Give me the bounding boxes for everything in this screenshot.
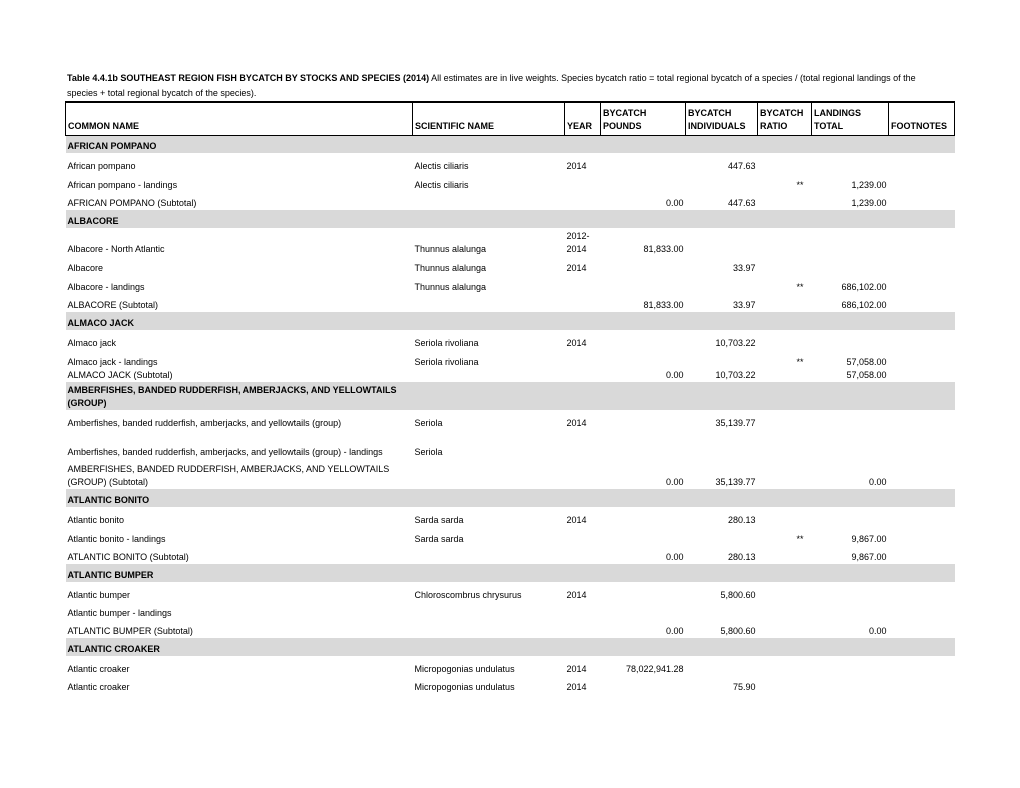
table-row [66, 350, 955, 369]
common-name-cell: ATLANTIC BONITO (Subtotal) [67, 552, 189, 562]
bycatch-pounds-cell [601, 582, 686, 602]
bycatch-individuals-cell [686, 527, 758, 546]
table-row [66, 173, 955, 192]
table-row [66, 656, 955, 676]
table-row [66, 546, 955, 564]
group-fill-cell [686, 135, 758, 153]
year-cell: 2014 [566, 682, 587, 692]
bycatch-individuals-cell: 75.90 [732, 682, 756, 692]
bycatch-ratio-cell [758, 153, 812, 173]
bycatch-ratio-cell [758, 582, 812, 602]
landings-total-cell [812, 676, 889, 694]
group-header-row [66, 210, 955, 228]
group-fill-cell [889, 135, 955, 153]
group-fill-cell [889, 489, 955, 507]
year-cell: 2014 [566, 515, 587, 525]
year-cell [565, 192, 601, 210]
group-fill-cell [565, 638, 601, 656]
group-fill-cell [758, 638, 812, 656]
group-header-row [66, 382, 955, 410]
scientific-name-cell: Sarda sarda [414, 515, 464, 525]
table-row [66, 275, 955, 294]
common-name-cell: Atlantic bumper [67, 590, 131, 600]
bycatch-ratio-cell [758, 430, 812, 459]
scientific-name-cell [413, 294, 565, 312]
group-fill-cell [413, 210, 565, 228]
footnotes-cell [889, 153, 955, 173]
year-cell: 2014 [566, 664, 587, 674]
common-name-cell: ALMACO JACK (Subtotal) [67, 370, 173, 380]
group-fill-cell [565, 312, 601, 330]
bycatch-individuals-cell: 5,800.60 [720, 626, 756, 636]
scientific-name-cell [413, 369, 565, 382]
common-name-cell: Amberfishes, banded rudderfish, amberjacks, and yellowtails (group) [67, 418, 342, 428]
bycatch-pounds-cell: 0.00 [665, 477, 684, 487]
bycatch-individuals-cell: 35,139.77 [715, 418, 756, 428]
col-header-common-name: COMMON NAME [66, 102, 413, 135]
landings-total-cell [812, 507, 889, 527]
bycatch-individuals-cell [686, 275, 758, 294]
bycatch-pounds-cell [601, 676, 686, 694]
common-name-cell: AMBERFISHES, BANDED RUDDERFISH, AMBERJACKS, AND YELLOWTAILS (GROUP) (Subtotal) [67, 464, 390, 487]
bycatch-ratio-cell [758, 192, 812, 210]
year-cell [565, 275, 601, 294]
landings-total-cell [812, 153, 889, 173]
footnotes-cell [889, 228, 955, 256]
group-fill-cell [812, 564, 889, 582]
table-row [66, 294, 955, 312]
group-fill-cell [565, 135, 601, 153]
group-fill-cell [686, 312, 758, 330]
year-cell [565, 602, 601, 620]
group-fill-cell [812, 135, 889, 153]
scientific-name-cell: Sarda sarda [414, 534, 464, 544]
bycatch-ratio-cell [758, 369, 812, 382]
group-fill-cell [758, 489, 812, 507]
group-name: ALMACO JACK [66, 312, 413, 330]
col-header-footnotes: FOOTNOTES [889, 102, 955, 135]
table-row [66, 192, 955, 210]
group-fill-cell [565, 382, 601, 410]
group-fill-cell [413, 564, 565, 582]
bycatch-individuals-cell: 10,703.22 [715, 370, 756, 380]
year-cell [565, 430, 601, 459]
bycatch-pounds-cell: 0.00 [665, 370, 684, 380]
group-fill-cell [758, 135, 812, 153]
bycatch-pounds-cell [601, 350, 686, 369]
scientific-name-cell [413, 546, 565, 564]
table-row [66, 410, 955, 430]
footnotes-cell [889, 410, 955, 430]
table-row [66, 676, 955, 694]
bycatch-individuals-cell: 35,139.77 [715, 477, 756, 487]
footnotes-cell [889, 330, 955, 350]
scientific-name-cell: Seriola rivoliana [414, 338, 479, 348]
table-row [66, 153, 955, 173]
scientific-name-cell [413, 620, 565, 638]
group-fill-cell [686, 489, 758, 507]
scientific-name-cell: Thunnus alalunga [414, 244, 487, 254]
group-fill-cell [565, 564, 601, 582]
scientific-name-cell: Micropogonias undulatus [414, 682, 515, 692]
landings-total-cell: 1,239.00 [851, 180, 887, 190]
year-cell: 2014 [566, 161, 587, 171]
common-name-cell: Atlantic croaker [67, 682, 130, 692]
scientific-name-cell: Alectis ciliaris [414, 161, 469, 171]
common-name-cell: Albacore - North Atlantic [67, 244, 165, 254]
bycatch-pounds-cell [601, 173, 686, 192]
common-name-cell: Albacore [67, 263, 104, 273]
landings-total-cell [812, 656, 889, 676]
group-name: ATLANTIC CROAKER [66, 638, 413, 656]
group-fill-cell [601, 210, 686, 228]
year-cell [565, 173, 601, 192]
group-fill-cell [601, 564, 686, 582]
bycatch-ratio-cell [758, 676, 812, 694]
table-body [66, 135, 955, 694]
bycatch-individuals-cell [686, 430, 758, 459]
landings-total-cell [812, 430, 889, 459]
common-name-cell: Atlantic bonito [67, 515, 125, 525]
bycatch-individuals-cell [686, 173, 758, 192]
group-fill-cell [413, 312, 565, 330]
bycatch-individuals-cell [686, 602, 758, 620]
group-fill-cell [889, 638, 955, 656]
group-fill-cell [413, 382, 565, 410]
group-name: ALBACORE [66, 210, 413, 228]
landings-total-cell [812, 228, 889, 256]
table-row [66, 256, 955, 275]
footnotes-cell [889, 620, 955, 638]
scientific-name-cell: Alectis ciliaris [414, 180, 469, 190]
scientific-name-cell [413, 459, 565, 489]
bycatch-ratio-cell [758, 656, 812, 676]
common-name-cell: African pompano [67, 161, 136, 171]
bycatch-pounds-cell [601, 507, 686, 527]
group-fill-cell [758, 382, 812, 410]
common-name-cell: Atlantic bonito - landings [67, 534, 166, 544]
common-name-cell: Almaco jack [67, 338, 117, 348]
bycatch-pounds-cell [601, 256, 686, 275]
landings-total-cell [812, 330, 889, 350]
table-row [66, 228, 955, 256]
col-header-bycatch-individuals: BYCATCH INDIVIDUALS [686, 102, 758, 135]
landings-total-cell: 0.00 [868, 626, 887, 636]
scientific-name-cell [413, 602, 565, 620]
landings-total-cell: 9,867.00 [851, 552, 887, 562]
bycatch-individuals-cell: 280.13 [727, 515, 756, 525]
bycatch-individuals-cell: 10,703.22 [715, 338, 756, 348]
group-fill-cell [565, 210, 601, 228]
footnotes-cell [889, 507, 955, 527]
scientific-name-cell: Micropogonias undulatus [414, 664, 515, 674]
table-row [66, 459, 955, 489]
landings-total-cell: 9,867.00 [851, 534, 887, 544]
scientific-name-cell: Seriola rivoliana [414, 357, 479, 367]
common-name-cell: Atlantic bumper - landings [67, 608, 172, 618]
bycatch-pounds-cell: 81,833.00 [643, 300, 684, 310]
group-fill-cell [601, 489, 686, 507]
bycatch-ratio-cell [758, 228, 812, 256]
table-row [66, 430, 955, 459]
bycatch-ratio-cell: ** [796, 357, 804, 367]
table-row [66, 602, 955, 620]
table-caption [67, 71, 947, 100]
group-fill-cell [686, 382, 758, 410]
group-fill-cell [413, 638, 565, 656]
footnotes-cell [889, 546, 955, 564]
bycatch-pounds-cell: 0.00 [665, 198, 684, 208]
group-fill-cell [889, 564, 955, 582]
footnotes-cell [889, 350, 955, 369]
footnotes-cell [889, 192, 955, 210]
footnotes-cell [889, 430, 955, 459]
common-name-cell: AFRICAN POMPANO (Subtotal) [67, 198, 197, 208]
bycatch-ratio-cell [758, 256, 812, 275]
group-header-row [66, 135, 955, 153]
bycatch-individuals-cell: 447.63 [727, 161, 756, 171]
landings-total-cell: 57,058.00 [846, 370, 887, 380]
footnotes-cell [889, 527, 955, 546]
col-header-scientific-name: SCIENTIFIC NAME [413, 102, 565, 135]
group-name: ATLANTIC BUMPER [66, 564, 413, 582]
bycatch-pounds-cell: 0.00 [665, 626, 684, 636]
bycatch-ratio-cell [758, 507, 812, 527]
bycatch-individuals-cell [686, 228, 758, 256]
bycatch-individuals-cell: 5,800.60 [720, 590, 756, 600]
bycatch-individuals-cell [686, 350, 758, 369]
table-row [66, 507, 955, 527]
landings-total-cell: 686,102.00 [841, 282, 887, 292]
common-name-cell: Almaco jack - landings [67, 357, 158, 367]
header-row [66, 102, 955, 135]
year-cell: 2014 [566, 418, 587, 428]
landings-total-cell [812, 256, 889, 275]
bycatch-ratio-cell [758, 602, 812, 620]
scientific-name-cell: Thunnus alalunga [414, 282, 487, 292]
group-fill-cell [889, 210, 955, 228]
group-header-row [66, 312, 955, 330]
landings-total-cell [812, 410, 889, 430]
year-cell [565, 294, 601, 312]
year-cell [565, 350, 601, 369]
landings-total-cell: 0.00 [868, 477, 887, 487]
group-name: ATLANTIC BONITO [66, 489, 413, 507]
bycatch-ratio-cell: ** [796, 534, 804, 544]
group-fill-cell [812, 489, 889, 507]
bycatch-pounds-cell [601, 602, 686, 620]
table-row [66, 330, 955, 350]
landings-total-cell: 686,102.00 [841, 300, 887, 310]
landings-total-cell [812, 602, 889, 620]
group-fill-cell [812, 382, 889, 410]
bycatch-ratio-cell [758, 330, 812, 350]
bycatch-pounds-cell [601, 410, 686, 430]
bycatch-ratio-cell [758, 546, 812, 564]
common-name-cell: Amberfishes, banded rudderfish, amberjacks, and yellowtails (group) - landings [67, 447, 383, 457]
table-row [66, 369, 955, 382]
col-header-bycatch-pounds: BYCATCH POUNDS [601, 102, 686, 135]
landings-total-cell: 1,239.00 [851, 198, 887, 208]
footnotes-cell [889, 294, 955, 312]
group-fill-cell [413, 489, 565, 507]
bycatch-pounds-cell [601, 430, 686, 459]
footnotes-cell [889, 656, 955, 676]
group-fill-cell [686, 638, 758, 656]
col-header-year: YEAR [565, 102, 601, 135]
landings-total-cell: 57,058.00 [846, 357, 887, 367]
col-header-bycatch-ratio: BYCATCH RATIO [758, 102, 812, 135]
group-fill-cell [758, 312, 812, 330]
bycatch-individuals-cell: 280.13 [727, 552, 756, 562]
footnotes-cell [889, 582, 955, 602]
common-name-cell: Albacore - landings [67, 282, 145, 292]
common-name-cell: ALBACORE (Subtotal) [67, 300, 159, 310]
year-cell [565, 527, 601, 546]
group-fill-cell [686, 210, 758, 228]
bycatch-pounds-cell: 81,833.00 [643, 244, 684, 254]
group-fill-cell [758, 210, 812, 228]
table-row [66, 620, 955, 638]
table-row [66, 527, 955, 546]
group-name: AFRICAN POMPANO [66, 135, 413, 153]
group-fill-cell [889, 382, 955, 410]
common-name-cell: Atlantic croaker [67, 664, 130, 674]
table-title: Table 4.4.1b SOUTHEAST REGION FISH BYCATCH BY STOCKS AND SPECIES (2014) [67, 73, 430, 83]
year-cell [565, 459, 601, 489]
bycatch-ratio-cell [758, 294, 812, 312]
scientific-name-cell: Thunnus alalunga [414, 263, 487, 273]
year-cell: 2012- 2014 [566, 231, 590, 254]
year-cell [565, 369, 601, 382]
group-fill-cell [601, 312, 686, 330]
bycatch-ratio-cell [758, 410, 812, 430]
group-header-row [66, 489, 955, 507]
group-fill-cell [565, 489, 601, 507]
footnotes-cell [889, 256, 955, 275]
footnotes-cell [889, 173, 955, 192]
group-fill-cell [812, 312, 889, 330]
year-cell [565, 546, 601, 564]
bycatch-ratio-cell [758, 459, 812, 489]
group-fill-cell [686, 564, 758, 582]
table-row [66, 582, 955, 602]
scientific-name-cell: Seriola [414, 447, 443, 457]
bycatch-pounds-cell [601, 527, 686, 546]
scientific-name-cell [413, 192, 565, 210]
bycatch-pounds-cell: 0.00 [665, 552, 684, 562]
bycatch-pounds-cell [601, 153, 686, 173]
bycatch-ratio-cell: ** [796, 282, 804, 292]
group-name: AMBERFISHES, BANDED RUDDERFISH, AMBERJACKS, AND YELLOWTAILS (GROUP) [66, 382, 413, 410]
year-cell: 2014 [566, 590, 587, 600]
table-note: All estimates are in live weights. Species bycatch ratio = total regional bycatch of a species / (total regional landings of the species + total regional bycatch of the species). [67, 73, 916, 98]
footnotes-cell [889, 275, 955, 294]
footnotes-cell [889, 676, 955, 694]
bycatch-ratio-cell [758, 620, 812, 638]
group-fill-cell [812, 210, 889, 228]
bycatch-individuals-cell: 33.97 [732, 263, 756, 273]
year-cell [565, 620, 601, 638]
bycatch-pounds-cell [601, 275, 686, 294]
bycatch-table [65, 101, 955, 694]
footnotes-cell [889, 602, 955, 620]
bycatch-individuals-cell: 447.63 [727, 198, 756, 208]
landings-total-cell [812, 582, 889, 602]
group-fill-cell [758, 564, 812, 582]
bycatch-pounds-cell: 78,022,941.28 [625, 664, 684, 674]
common-name-cell: ATLANTIC BUMPER (Subtotal) [67, 626, 193, 636]
group-fill-cell [413, 135, 565, 153]
group-fill-cell [601, 638, 686, 656]
scientific-name-cell: Chloroscombrus chrysurus [414, 590, 522, 600]
footnotes-cell [889, 369, 955, 382]
bycatch-pounds-cell [601, 330, 686, 350]
group-fill-cell [601, 382, 686, 410]
col-header-landings-total: LANDINGS TOTAL [812, 102, 889, 135]
bycatch-individuals-cell [686, 656, 758, 676]
group-fill-cell [889, 312, 955, 330]
year-cell: 2014 [566, 263, 587, 273]
common-name-cell: African pompano - landings [67, 180, 178, 190]
group-header-row [66, 638, 955, 656]
group-fill-cell [812, 638, 889, 656]
scientific-name-cell: Seriola [414, 418, 443, 428]
bycatch-ratio-cell: ** [796, 180, 804, 190]
year-cell: 2014 [566, 338, 587, 348]
bycatch-individuals-cell: 33.97 [732, 300, 756, 310]
group-header-row [66, 564, 955, 582]
group-fill-cell [601, 135, 686, 153]
footnotes-cell [889, 459, 955, 489]
